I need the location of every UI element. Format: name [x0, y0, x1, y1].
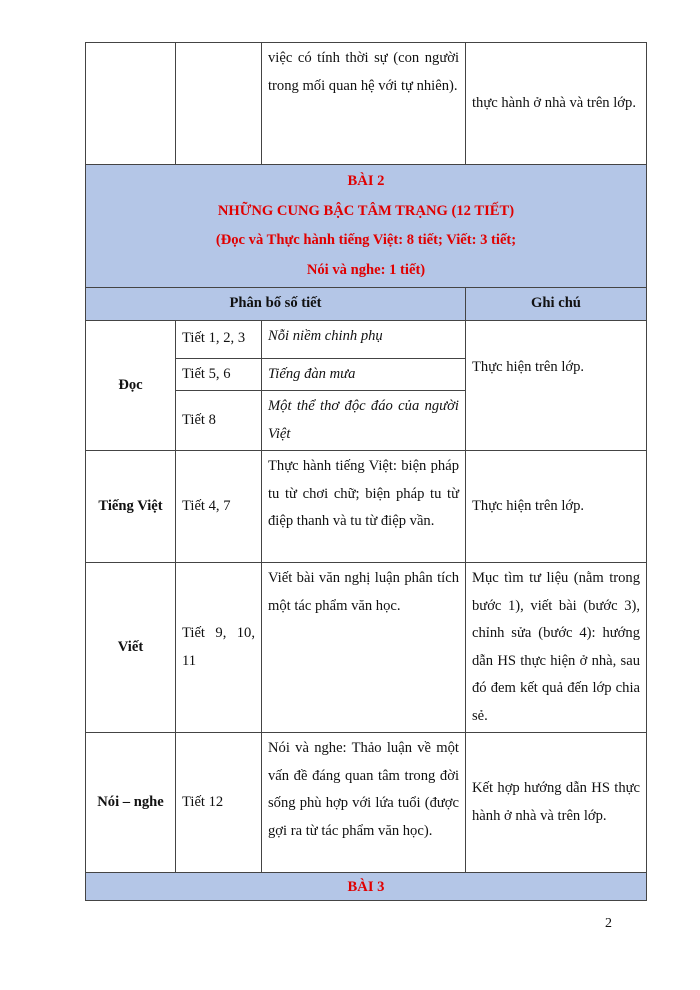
note-cell: Mục tìm tư liệu (nằm trong bước 1), viết bài (bước 3), chỉnh sửa (bước 4): hướng dẫn HS thực hiện ở nhà, sau đó đem kết quả đến lớp chia sẻ.: [466, 563, 647, 733]
table-header-row: [86, 288, 647, 321]
note-cell: Kết hợp hướng dẫn HS thực hành ở nhà và trên lớp.: [466, 733, 647, 873]
skill-speaking-listening: Nói – nghe: [86, 733, 176, 873]
period-cell: Tiết 9, 10, 11: [176, 563, 262, 733]
note-cell: Thực hiện trên lớp.: [466, 451, 647, 563]
note-cell: thực hành ở nhà và trên lớp.: [466, 43, 647, 165]
lesson-3-banner: BÀI 3: [86, 873, 647, 901]
table-row: [86, 451, 647, 563]
page-number: 2: [605, 916, 612, 931]
empty-cell: [176, 43, 262, 165]
period-cell: Tiết 1, 2, 3: [176, 320, 262, 358]
table-row: [86, 320, 647, 358]
lesson-2-banner: [86, 165, 647, 288]
lesson-banner-row: [86, 165, 647, 288]
table-row: [86, 43, 647, 165]
lesson-2-breakdown-cont: Nói và nghe: 1 tiết): [306, 261, 426, 278]
content-cell: Nói và nghe: Thảo luận về một vấn đề đáng quan tâm trong đời sống phù hợp với lứa tuổi (được gợi ra từ tác phẩm văn học).: [262, 733, 466, 873]
note-cell: Thực hiện trên lớp.: [466, 320, 647, 451]
period-cell: Tiết 12: [176, 733, 262, 873]
reading-text-title: Một thể thơ độc đáo của người Việt: [262, 391, 466, 451]
lesson-2-label: BÀI 2: [347, 173, 385, 189]
period-cell: Tiết 8: [176, 391, 262, 451]
content-cell: Viết bài văn nghị luận phân tích một tác phẩm văn học.: [262, 563, 466, 733]
table-row: [86, 733, 647, 873]
lesson-2-title: NHỮNG CUNG BẬC TÂM TRẠNG (12 TIẾT): [217, 202, 515, 219]
empty-cell: [86, 43, 176, 165]
table-row: [86, 563, 647, 733]
lesson-plan-table: [85, 42, 647, 901]
period-cell: Tiết 5, 6: [176, 358, 262, 391]
reading-text-title: Nỗi niềm chinh phụ: [262, 320, 466, 358]
skill-reading: Đọc: [86, 320, 176, 451]
lesson-banner-row: [86, 873, 647, 901]
header-notes: Ghi chú: [466, 288, 647, 321]
skill-writing: Viết: [86, 563, 176, 733]
period-cell: Tiết 4, 7: [176, 451, 262, 563]
content-cell: việc có tính thời sự (con người trong mối quan hệ với tự nhiên).: [262, 43, 466, 165]
content-cell: Thực hành tiếng Việt: biện pháp tu từ chơi chữ; biện pháp tu từ điệp thanh và tu từ điệp vần.: [262, 451, 466, 563]
lesson-2-breakdown: (Đọc và Thực hành tiếng Việt: 8 tiết; Viết: 3 tiết;: [215, 232, 517, 248]
reading-text-title: Tiếng đàn mưa: [262, 358, 466, 391]
header-period-distribution: Phân bố số tiết: [86, 288, 466, 321]
skill-vietnamese: Tiếng Việt: [86, 451, 176, 563]
